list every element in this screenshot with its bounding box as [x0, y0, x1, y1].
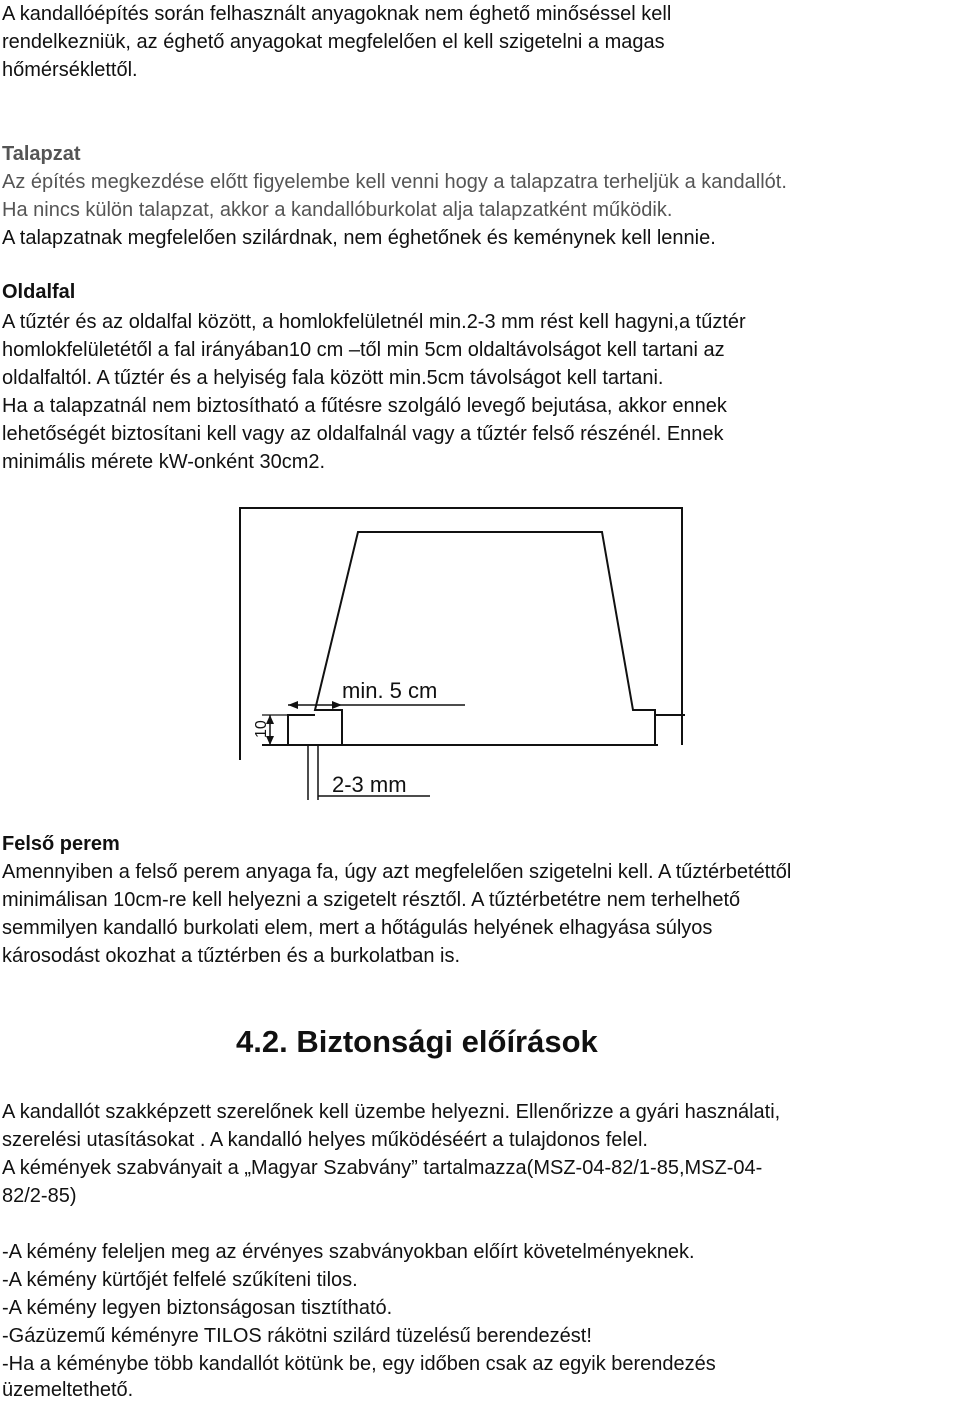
dim-label-min: min. 5 cm — [342, 678, 438, 703]
paragraph-line: Ha nincs külön talapzat, akkor a kandallóburkolat alja talapzatként működik. — [2, 199, 673, 221]
paragraph-line: oldalfaltól. A tűztér és a helyiség fala között min.5cm távolságot kell tartani. — [2, 367, 664, 389]
inner-wall-right — [655, 710, 685, 715]
paragraph-line: A kandallót szakképzett szerelőnek kell üzembe helyezni. Ellenőrizze a gyári használati, — [2, 1101, 781, 1123]
left-step — [288, 715, 315, 745]
section-heading-talapzat: Talapzat — [2, 143, 81, 165]
arrowhead — [332, 701, 342, 709]
paragraph-line: Az építés megkezdése előtt figyelembe kell venni hogy a talapzatra terheljük a kandallót. — [2, 171, 787, 193]
rule-item: -A kémény legyen biztonságosan tisztítható. — [2, 1297, 393, 1319]
dim-label-gap: 2-3 mm — [332, 772, 407, 797]
paragraph-line: szerelési utasításokat . A kandalló helyes működéséért a tulajdonos felel. — [2, 1129, 648, 1151]
intro-line: A kandallóépítés során felhasznált anyagoknak nem éghető minőséssel kell — [2, 3, 672, 25]
paragraph-line: lehetőségét biztosítani kell vagy az oldalfalnál vagy a tűztér felső részénél. Ennek — [2, 423, 724, 445]
rule-item: -A kémény kürtőjét felfelé szűkíteni tilos. — [2, 1269, 358, 1291]
diagram-lines — [240, 508, 685, 800]
paragraph-line: minimális mérete kW-onként 30cm2. — [2, 451, 326, 473]
paragraph-line: A talapzatnak megfelelően szilárdnak, nem éghetőnek és keménynek kell lennie. — [2, 227, 716, 249]
firebox-outline — [315, 532, 655, 745]
paragraph-line: 82/2-85) — [2, 1185, 77, 1207]
paragraph-line: homlokfelületétől a fal irányában10 cm –től min 5cm oldaltávolságot kell tartani az — [2, 339, 725, 361]
fireplace-clearance-diagram — [230, 500, 700, 810]
paragraph-line: minimálisan 10cm-re kell helyezni a szigetelt résztől. A tűztérbetétre nem terhelhető — [2, 889, 741, 911]
paragraph-line: Amennyiben a felső perem anyaga fa, úgy azt megfelelően szigetelni kell. A tűztérbetéttől — [2, 861, 792, 883]
section-heading-felso-perem: Felső perem — [2, 833, 120, 855]
rule-item: -Ha a kéménybe több kandallót kötünk be, egy időben csak az egyik berendezés — [2, 1353, 716, 1375]
paragraph-line: károsodást okozhat a tűztérben és a burkolatban is. — [2, 945, 461, 967]
paragraph-line: Ha a talapzatnál nem biztosítható a fűtésre szolgáló levegő bejutása, akkor ennek — [2, 395, 727, 417]
section-title: 4.2. Biztonsági előírások — [236, 1024, 598, 1059]
arrowhead — [288, 701, 298, 709]
rule-item: üzemeltethető. — [2, 1379, 134, 1401]
rule-item: -A kémény feleljen meg az érvényes szabványokban előírt követelményeknek. — [2, 1241, 695, 1263]
dim-label-ten: 10 — [253, 720, 270, 738]
paragraph-line: A tűztér és az oldalfal között, a homlokfelületnél min.2-3 mm rést kell hagyni,a tűztér — [2, 311, 746, 333]
rule-item: -Gázüzemű kéményre TILOS rákötni szilárd tüzelésű berendezést! — [2, 1325, 592, 1347]
section-heading-oldalfal: Oldalfal — [2, 281, 76, 303]
paragraph-line: semmilyen kandalló burkolati elem, mert a hőtágulás helyének elhagyása súlyos — [2, 917, 713, 939]
paragraph-line: A kémények szabványait a „Magyar Szabvány” tartalmazza(MSZ-04-82/1-85,MSZ-04- — [2, 1157, 763, 1179]
outer-wall — [240, 508, 682, 760]
intro-line: hőmérséklettől. — [2, 59, 138, 81]
intro-line: rendelkezniük, az éghető anyagokat megfelelően el kell szigetelni a magas — [2, 31, 665, 53]
